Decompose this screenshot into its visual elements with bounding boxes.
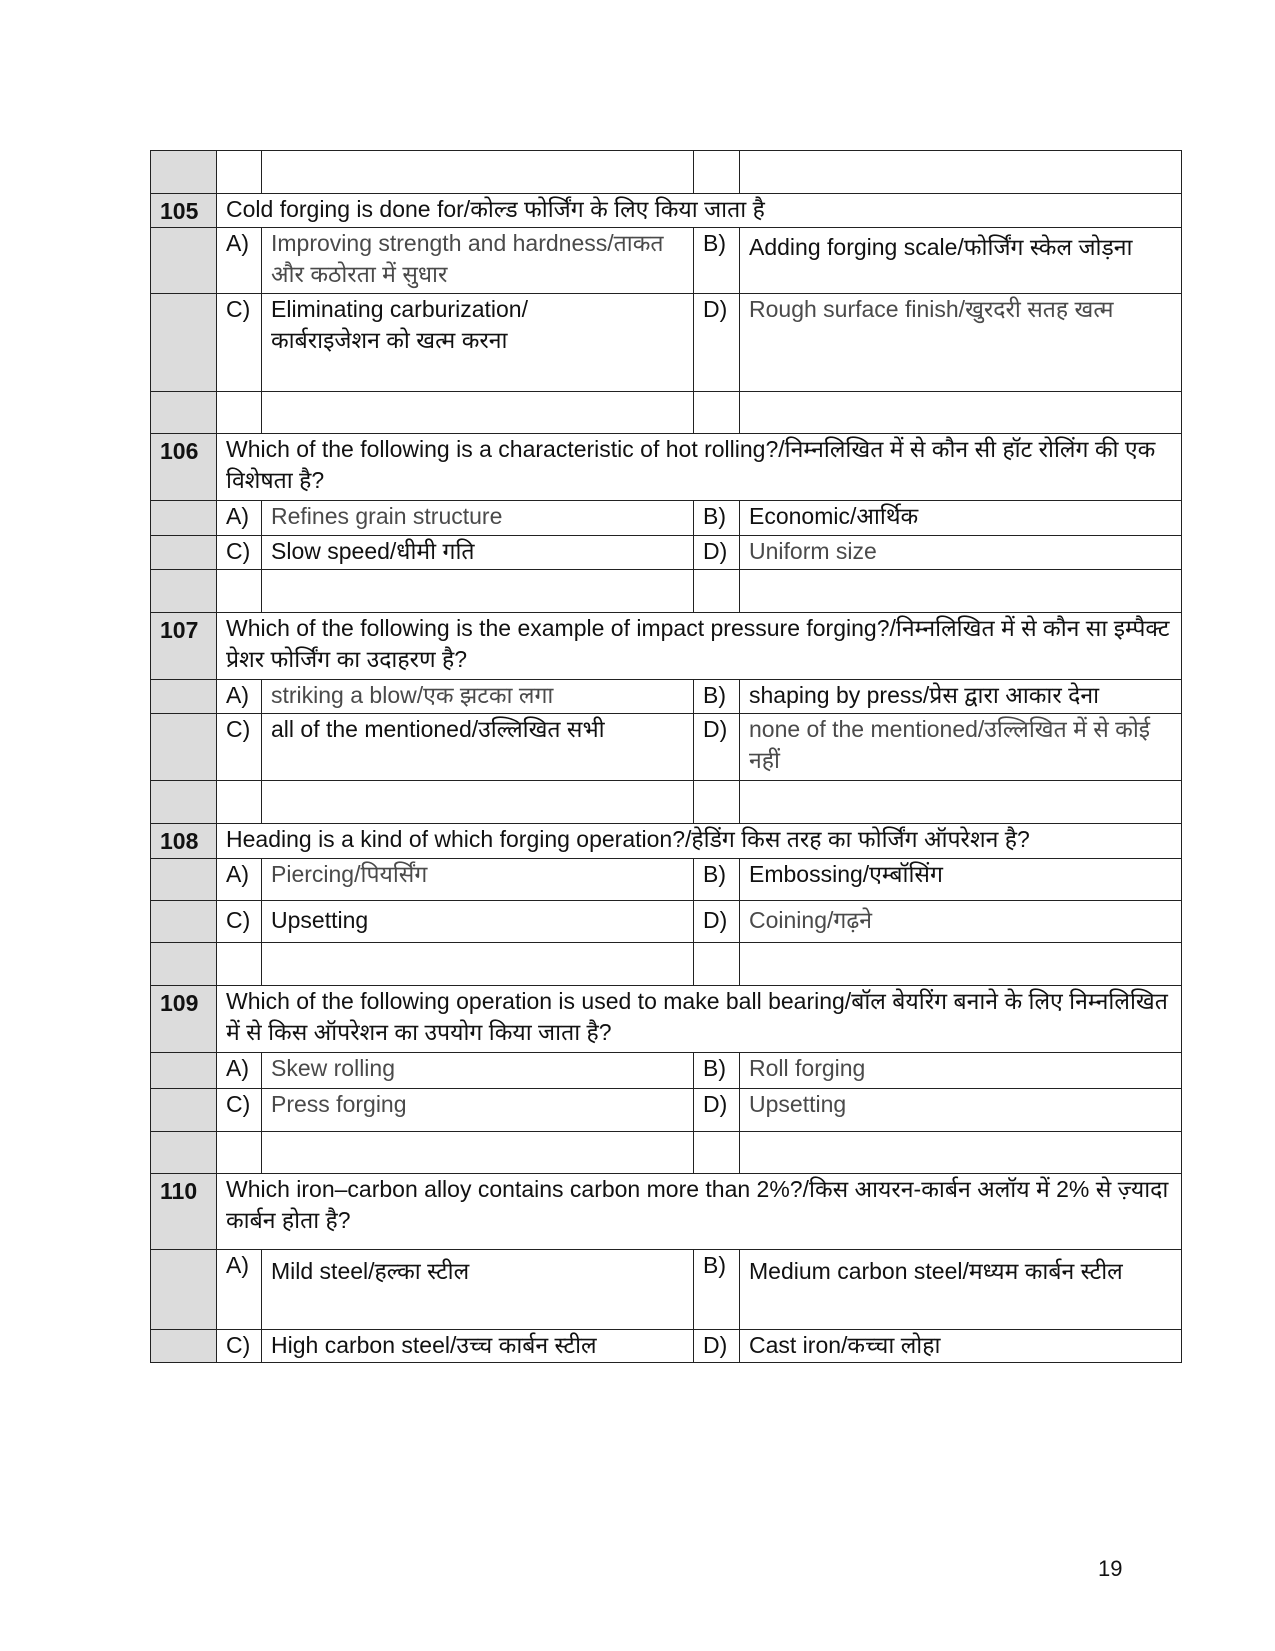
option-a: striking a blow/एक झटका लगा — [262, 680, 694, 714]
option-d: Upsetting — [740, 1089, 1182, 1132]
option-d: Uniform size — [740, 536, 1182, 570]
option-label-d: D) — [694, 536, 740, 570]
question-row-110 — [151, 1174, 1182, 1250]
option-label-b: B) — [694, 1053, 740, 1089]
option-label-a: A) — [217, 228, 262, 294]
option-row — [151, 1330, 1182, 1363]
spacer-row — [151, 943, 1182, 986]
option-label-c: C) — [217, 1089, 262, 1132]
option-row — [151, 1250, 1182, 1330]
question-row-108 — [151, 824, 1182, 859]
question-text: Heading is a kind of which forging operation?/हेडिंग किस तरह का फोर्जिंग ऑपरेशन है? — [217, 824, 1182, 859]
option-label-c: C) — [217, 714, 262, 781]
question-row-107 — [151, 613, 1182, 680]
option-label-a: A) — [217, 1053, 262, 1089]
question-text: Which of the following operation is used to make ball bearing/बॉल बेयरिंग बनाने के लिए निम्नलिखित में से किस ऑपरेशन का उपयोग किया जाता है? — [217, 986, 1182, 1053]
option-label-d: D) — [694, 1330, 740, 1363]
option-label-b: B) — [694, 228, 740, 294]
option-b: Medium carbon steel/मध्यम कार्बन स्टील — [740, 1250, 1182, 1330]
option-row — [151, 536, 1182, 570]
spacer-row — [151, 151, 1182, 194]
question-text: Which of the following is the example of impact pressure forging?/निम्नलिखित में से कौन सा इम्पैक्ट प्रेशर फोर्जिंग का उदाहरण है? — [217, 613, 1182, 680]
option-c: Eliminating carburization/कार्बराइजेशन को खत्म करना — [262, 294, 694, 392]
option-a: Improving strength and hardness/ताकत और कठोरता में सुधार — [262, 228, 694, 294]
spacer-row — [151, 1132, 1182, 1174]
option-b: Embossing/एम्बॉसिंग — [740, 859, 1182, 901]
option-label-c: C) — [217, 1330, 262, 1363]
question-row-106 — [151, 434, 1182, 501]
option-a: Skew rolling — [262, 1053, 694, 1089]
question-number: 109 — [151, 986, 217, 1053]
option-d: Cast iron/कच्चा लोहा — [740, 1330, 1182, 1363]
option-b: Roll forging — [740, 1053, 1182, 1089]
option-label-d: D) — [694, 1089, 740, 1132]
question-number: 110 — [151, 1174, 217, 1250]
option-label-b: B) — [694, 1250, 740, 1330]
question-number: 108 — [151, 824, 217, 859]
question-number: 106 — [151, 434, 217, 501]
option-row — [151, 901, 1182, 943]
option-label-c: C) — [217, 536, 262, 570]
question-table — [150, 150, 1182, 1363]
spacer-row — [151, 781, 1182, 824]
option-label-c: C) — [217, 901, 262, 943]
question-row-109 — [151, 986, 1182, 1053]
option-b: shaping by press/प्रेस द्वारा आकार देना — [740, 680, 1182, 714]
question-text: Which iron–carbon alloy contains carbon more than 2%?/किस आयरन-कार्बन अलॉय में 2% से ज़्यादा कार्बन होता है? — [217, 1174, 1182, 1250]
option-row — [151, 294, 1182, 392]
option-label-a: A) — [217, 859, 262, 901]
option-a: Refines grain structure — [262, 501, 694, 536]
option-row — [151, 1089, 1182, 1132]
option-d: Rough surface finish/खुरदरी सतह खत्म — [740, 294, 1182, 392]
option-c: all of the mentioned/उल्लिखित सभी — [262, 714, 694, 781]
option-row — [151, 680, 1182, 714]
option-label-a: A) — [217, 680, 262, 714]
option-label-d: D) — [694, 714, 740, 781]
question-text: Cold forging is done for/कोल्ड फोर्जिंग के लिए किया जाता है — [217, 194, 1182, 228]
option-c: Press forging — [262, 1089, 694, 1132]
option-label-b: B) — [694, 680, 740, 714]
page-number: 19 — [1098, 1556, 1123, 1581]
question-number: 105 — [151, 194, 217, 228]
option-row — [151, 228, 1182, 294]
option-label-d: D) — [694, 294, 740, 392]
option-a: Mild steel/हल्का स्टील — [262, 1250, 694, 1330]
option-label-a: A) — [217, 1250, 262, 1330]
option-label-c: C) — [217, 294, 262, 392]
spacer-row — [151, 392, 1182, 434]
option-d: none of the mentioned/उल्लिखित में से कोई नहीं — [740, 714, 1182, 781]
option-b: Adding forging scale/फोर्जिंग स्केल जोड़ना — [740, 228, 1182, 294]
option-a: Piercing/पियर्सिंग — [262, 859, 694, 901]
option-row — [151, 714, 1182, 781]
option-d: Coining/गढ़ने — [740, 901, 1182, 943]
question-row-105 — [151, 194, 1182, 228]
option-row — [151, 1053, 1182, 1089]
option-label-a: A) — [217, 501, 262, 536]
question-number: 107 — [151, 613, 217, 680]
option-row — [151, 859, 1182, 901]
option-c: High carbon steel/उच्च कार्बन स्टील — [262, 1330, 694, 1363]
option-label-b: B) — [694, 501, 740, 536]
option-row — [151, 501, 1182, 536]
option-c: Slow speed/धीमी गति — [262, 536, 694, 570]
option-label-d: D) — [694, 901, 740, 943]
option-b: Economic/आर्थिक — [740, 501, 1182, 536]
question-text: Which of the following is a characteristic of hot rolling?/निम्नलिखित में से कौन सी हॉट रोलिंग की एक विशेषता है? — [217, 434, 1182, 501]
option-label-b: B) — [694, 859, 740, 901]
spacer-row — [151, 570, 1182, 613]
option-c: Upsetting — [262, 901, 694, 943]
